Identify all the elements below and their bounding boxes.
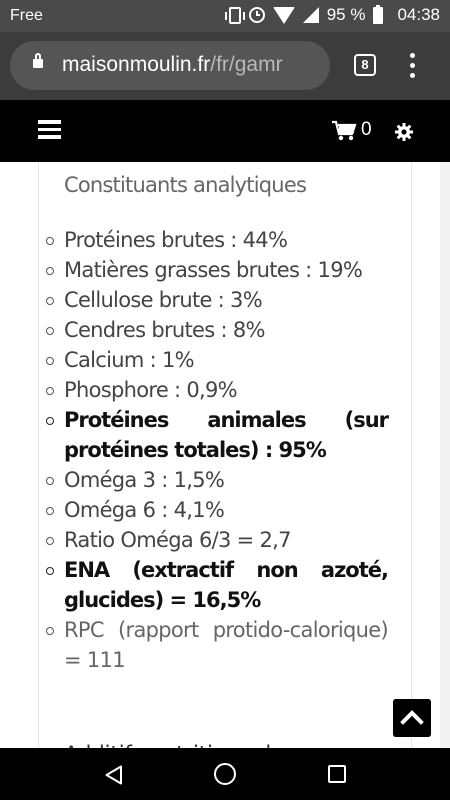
site-header (0, 100, 450, 162)
list-item-text: RPC (rapport protido-calorique) = 111 (64, 618, 388, 672)
list-item (44, 225, 388, 255)
list-item (44, 405, 388, 465)
back-icon[interactable] (104, 765, 124, 785)
list-item-text: Cendres brutes : 8% (64, 318, 265, 342)
page-edge (440, 162, 450, 762)
list-item-text: Phosphore : 0,9% (64, 378, 237, 402)
list-item (44, 525, 388, 555)
cart-icon[interactable] (332, 121, 356, 141)
gear-icon[interactable] (395, 123, 413, 141)
bullet (46, 327, 54, 335)
list-item (44, 375, 388, 405)
home-icon[interactable] (214, 763, 236, 785)
bullet (46, 387, 54, 395)
system-nav-bar (0, 748, 450, 800)
status-bar (0, 0, 450, 32)
alarm-icon (249, 7, 265, 23)
tabs-icon[interactable] (354, 54, 376, 76)
url-domain: maisonmoulin.fr (62, 53, 211, 76)
bullet (46, 237, 54, 245)
bullet (46, 537, 54, 545)
list-item (44, 345, 388, 375)
list-item (44, 315, 388, 345)
address-bar[interactable] (10, 41, 330, 90)
list-item-text: Protéines brutes : 44% (64, 228, 288, 252)
tab-count: 8 (361, 57, 369, 72)
wifi-icon (273, 7, 295, 24)
browser-toolbar (0, 32, 450, 100)
more-menu-icon[interactable] (410, 53, 416, 79)
list-item (44, 285, 388, 315)
list-item-text: Protéines animales (sur protéines totales) : 95% (64, 408, 388, 462)
battery-percent: 95 % (326, 5, 366, 24)
recent-apps-icon[interactable] (328, 765, 346, 783)
list-item (44, 495, 388, 525)
carrier-label: Free (10, 7, 43, 24)
list-item-text: Matières grasses brutes : 19% (64, 258, 363, 282)
list-item-text: Oméga 6 : 4,1% (64, 498, 225, 522)
bullet (46, 507, 54, 515)
list-item (44, 465, 388, 495)
signal-icon (303, 7, 319, 23)
bullet (46, 267, 54, 275)
list-item (44, 615, 388, 675)
vibrate-icon (229, 7, 241, 24)
bullet (46, 567, 54, 575)
bullet (46, 477, 54, 485)
url-text[interactable] (62, 53, 283, 77)
url-path: /fr/gamr (210, 53, 283, 76)
list-item-text: Oméga 3 : 1,5% (64, 468, 225, 492)
list-item-text: Ratio Oméga 6/3 = 2,7 (64, 528, 291, 552)
battery-icon (373, 7, 383, 24)
list-item-text: ENA (extractif non azoté, glucides) = 16,5% (64, 558, 388, 612)
list-item (44, 255, 388, 285)
list-item (44, 555, 388, 615)
bullet (46, 297, 54, 305)
bullet (46, 357, 54, 365)
chevron-up-icon[interactable] (393, 699, 431, 737)
lock-icon (33, 59, 43, 68)
section-title: Constituants analytiques (64, 173, 307, 197)
analytical-constituents-list (44, 225, 388, 675)
bullet (46, 627, 54, 635)
bullet (46, 417, 54, 425)
main-content (0, 162, 450, 748)
list-item-text: Calcium : 1% (64, 348, 194, 372)
clock: 04:38 (397, 5, 440, 24)
cart-count: 0 (361, 119, 372, 140)
list-item-text: Cellulose brute : 3% (64, 288, 262, 312)
hamburger-menu-icon[interactable] (38, 120, 61, 138)
